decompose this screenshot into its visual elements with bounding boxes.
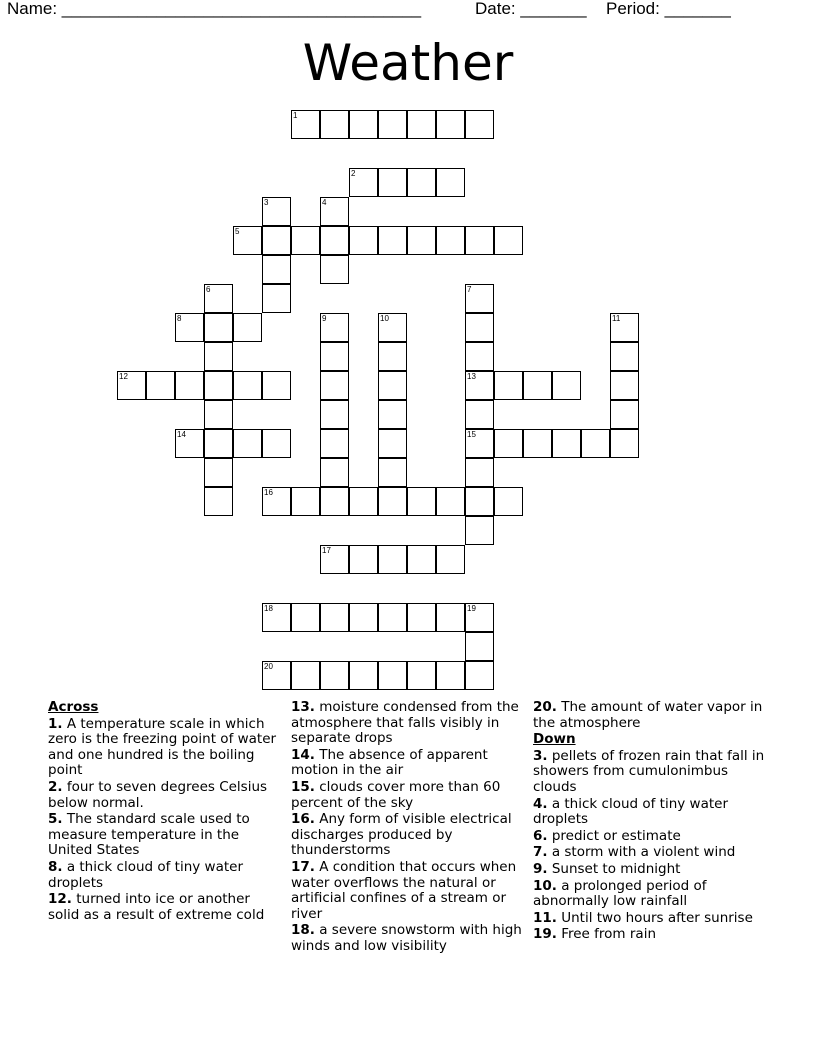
clue-number: 5 bbox=[235, 227, 240, 236]
crossword-cell[interactable] bbox=[378, 313, 407, 342]
crossword-cell[interactable] bbox=[233, 313, 262, 342]
crossword-cell[interactable] bbox=[175, 313, 204, 342]
crossword-cell[interactable] bbox=[320, 661, 349, 690]
clue-across-13: 13. moisture condensed from the atmosphere that falls visibly in separate drops bbox=[291, 699, 519, 747]
crossword-cell[interactable] bbox=[262, 603, 291, 632]
clue-number: 3 bbox=[264, 198, 269, 207]
crossword-cell[interactable] bbox=[436, 545, 465, 574]
clue-number: 19 bbox=[467, 604, 476, 613]
crossword-cell[interactable] bbox=[175, 371, 204, 400]
crossword-cell[interactable] bbox=[378, 458, 407, 487]
crossword-cell[interactable] bbox=[407, 110, 436, 139]
clue-column-2 bbox=[291, 700, 527, 956]
clue-down-4: 4. a thick cloud of tiny water droplets bbox=[533, 795, 729, 828]
clue-number: 11 bbox=[612, 314, 621, 323]
clue-number: 4 bbox=[322, 198, 327, 207]
crossword-cell[interactable] bbox=[552, 429, 581, 458]
clue-number: 17 bbox=[322, 546, 331, 555]
crossword-cell[interactable] bbox=[320, 371, 349, 400]
clue-number: 13 bbox=[467, 372, 476, 381]
clue-number: 2 bbox=[351, 169, 356, 178]
clue-number: 8 bbox=[177, 314, 182, 323]
crossword-cell[interactable] bbox=[494, 487, 523, 516]
crossword-cell[interactable] bbox=[349, 603, 378, 632]
crossword-cell[interactable] bbox=[407, 168, 436, 197]
crossword-cell[interactable] bbox=[320, 313, 349, 342]
crossword-cell[interactable] bbox=[610, 371, 639, 400]
crossword-cell[interactable] bbox=[465, 284, 494, 313]
crossword-cell[interactable] bbox=[465, 429, 494, 458]
clue-down-3: 3. pellets of frozen rain that fall in showers from cumulonimbus clouds bbox=[533, 747, 765, 795]
crossword-cell[interactable] bbox=[175, 429, 204, 458]
crossword-cell[interactable] bbox=[204, 487, 233, 516]
crossword-cell[interactable] bbox=[320, 255, 349, 284]
crossword-cell[interactable] bbox=[349, 545, 378, 574]
clue-across-18: 18. a severe snowstorm with high winds and low visibility bbox=[291, 922, 522, 954]
crossword-cell[interactable] bbox=[320, 226, 349, 255]
clue-number: 16 bbox=[264, 488, 273, 497]
crossword-cell[interactable] bbox=[233, 371, 262, 400]
crossword-cell[interactable] bbox=[523, 429, 552, 458]
crossword-cell[interactable] bbox=[320, 342, 349, 371]
crossword-cell[interactable] bbox=[378, 342, 407, 371]
clue-across-14: 14. The absence of apparent motion in the air bbox=[291, 746, 488, 779]
crossword-cell[interactable] bbox=[407, 603, 436, 632]
clue-across-15: 15. clouds cover more than 60 percent of the sky bbox=[291, 778, 501, 811]
crossword-cell[interactable] bbox=[465, 110, 494, 139]
crossword-cell[interactable] bbox=[378, 168, 407, 197]
crossword-cell[interactable] bbox=[291, 110, 320, 139]
clue-across-1: 1. A temperature scale in which zero is the freezing point of water and one hundred is the boiling point bbox=[48, 715, 277, 779]
crossword-cell[interactable] bbox=[610, 400, 639, 429]
clue-number: 10 bbox=[380, 314, 389, 323]
crossword-cell[interactable] bbox=[262, 487, 291, 516]
clue-number: 20 bbox=[264, 662, 273, 671]
crossword-cell[interactable] bbox=[465, 516, 494, 545]
clue-number: 6 bbox=[206, 285, 211, 294]
down-heading: Down bbox=[533, 731, 576, 748]
crossword-cell[interactable] bbox=[407, 661, 436, 690]
crossword-cell[interactable] bbox=[320, 545, 349, 574]
crossword-cell[interactable] bbox=[378, 487, 407, 516]
crossword-cell[interactable] bbox=[494, 226, 523, 255]
crossword-cell[interactable] bbox=[320, 603, 349, 632]
crossword-cell[interactable] bbox=[204, 284, 233, 313]
crossword-cell[interactable] bbox=[320, 400, 349, 429]
crossword-cell[interactable] bbox=[349, 661, 378, 690]
crossword-cell[interactable] bbox=[204, 342, 233, 371]
clue-across-2: 2. four to seven degrees Celsius below normal. bbox=[48, 778, 268, 811]
crossword-cell[interactable] bbox=[291, 226, 320, 255]
crossword-cell[interactable] bbox=[436, 603, 465, 632]
crossword-cell[interactable] bbox=[378, 226, 407, 255]
crossword-cell[interactable] bbox=[436, 661, 465, 690]
crossword-cell[interactable] bbox=[378, 545, 407, 574]
crossword-cell[interactable] bbox=[204, 458, 233, 487]
crossword-cell[interactable] bbox=[262, 371, 291, 400]
crossword-cell[interactable] bbox=[262, 284, 291, 313]
crossword-cell[interactable] bbox=[204, 400, 233, 429]
crossword-cell[interactable] bbox=[349, 226, 378, 255]
clue-across-16: 16. Any form of visible electrical discharges produced by thunderstorms bbox=[291, 811, 512, 859]
crossword-cell[interactable] bbox=[349, 487, 378, 516]
crossword-cell[interactable] bbox=[291, 661, 320, 690]
crossword-cell[interactable] bbox=[465, 313, 494, 342]
crossword-cell[interactable] bbox=[436, 110, 465, 139]
crossword-cell[interactable] bbox=[407, 487, 436, 516]
crossword-cell[interactable] bbox=[378, 661, 407, 690]
clue-down-6: 6. predict or estimate bbox=[533, 827, 681, 844]
crossword-cell[interactable] bbox=[262, 661, 291, 690]
crossword-cell[interactable] bbox=[378, 110, 407, 139]
crossword-cell[interactable] bbox=[407, 226, 436, 255]
clue-column-3 bbox=[533, 700, 773, 944]
crossword-cell[interactable] bbox=[233, 429, 262, 458]
crossword-cell[interactable] bbox=[581, 429, 610, 458]
crossword-cell[interactable] bbox=[262, 226, 291, 255]
clue-across-12: 12. turned into ice or another solid as a result of extreme cold bbox=[48, 891, 265, 923]
crossword-cell[interactable] bbox=[465, 487, 494, 516]
crossword-cell[interactable] bbox=[204, 371, 233, 400]
clue-down-9: 9. Sunset to midnight bbox=[533, 860, 681, 877]
crossword-cell[interactable] bbox=[117, 371, 146, 400]
crossword-cell[interactable] bbox=[320, 487, 349, 516]
across-heading: Across bbox=[48, 699, 99, 715]
crossword-cell[interactable] bbox=[465, 603, 494, 632]
clue-number: 7 bbox=[467, 285, 472, 294]
crossword-cell[interactable] bbox=[436, 168, 465, 197]
crossword-cell[interactable] bbox=[610, 313, 639, 342]
crossword-cell[interactable] bbox=[291, 603, 320, 632]
clue-number: 14 bbox=[177, 430, 186, 439]
clue-number: 15 bbox=[467, 430, 476, 439]
crossword-cell[interactable] bbox=[320, 429, 349, 458]
period-field-label: Period: _______ bbox=[606, 0, 731, 18]
crossword-cell[interactable] bbox=[407, 545, 436, 574]
crossword-cell[interactable] bbox=[262, 429, 291, 458]
crossword-cell[interactable] bbox=[465, 632, 494, 661]
crossword-cell[interactable] bbox=[378, 603, 407, 632]
crossword-cell[interactable] bbox=[291, 487, 320, 516]
crossword-cell[interactable] bbox=[320, 458, 349, 487]
crossword-cell[interactable] bbox=[552, 371, 581, 400]
crossword-cell[interactable] bbox=[610, 429, 639, 458]
crossword-cell[interactable] bbox=[465, 371, 494, 400]
clue-number: 1 bbox=[293, 111, 298, 120]
crossword-cell[interactable] bbox=[378, 400, 407, 429]
clue-across-8: 8. a thick cloud of tiny water droplets bbox=[48, 858, 244, 891]
clue-across-17: 17. A condition that occurs when water overflows the natural or artificial confines of a stream or river bbox=[291, 858, 517, 922]
crossword-cell[interactable] bbox=[320, 197, 349, 226]
crossword-cell[interactable] bbox=[262, 255, 291, 284]
clue-column-1 bbox=[48, 700, 280, 924]
crossword-cell[interactable] bbox=[378, 371, 407, 400]
crossword-cell[interactable] bbox=[204, 429, 233, 458]
clue-number: 18 bbox=[264, 604, 273, 613]
crossword-cell[interactable] bbox=[465, 226, 494, 255]
clue-down-7: 7. a storm with a violent wind bbox=[533, 844, 736, 861]
clue-number: 12 bbox=[119, 372, 128, 381]
crossword-cell[interactable] bbox=[349, 110, 378, 139]
date-field-label: Date: _______ bbox=[475, 0, 587, 18]
crossword-cell[interactable] bbox=[465, 661, 494, 690]
clue-down-19: 19. Free from rain bbox=[533, 926, 656, 943]
crossword-cell[interactable] bbox=[494, 429, 523, 458]
crossword-cell[interactable] bbox=[436, 226, 465, 255]
clue-down-11: 11. Until two hours after sunrise bbox=[533, 909, 753, 926]
crossword-cell[interactable] bbox=[465, 458, 494, 487]
clue-across-5: 5. The standard scale used to measure temperature in the United States bbox=[48, 811, 250, 859]
crossword-cell[interactable] bbox=[465, 400, 494, 429]
crossword-cell[interactable] bbox=[233, 226, 262, 255]
crossword-cell[interactable] bbox=[378, 429, 407, 458]
page-title: Weather bbox=[302, 34, 514, 92]
crossword-cell[interactable] bbox=[523, 371, 552, 400]
crossword-cell[interactable] bbox=[262, 197, 291, 226]
clue-across-20: 20. The amount of water vapor in the atmosphere bbox=[533, 699, 763, 731]
crossword-cell[interactable] bbox=[494, 371, 523, 400]
crossword-cell[interactable] bbox=[349, 168, 378, 197]
clue-number: 9 bbox=[322, 314, 327, 323]
clue-down-10: 10. a prolonged period of abnormally low rainfall bbox=[533, 877, 707, 910]
crossword-cell[interactable] bbox=[204, 313, 233, 342]
crossword-cell[interactable] bbox=[610, 342, 639, 371]
crossword-cell[interactable] bbox=[320, 110, 349, 139]
name-field-label: Name: ______________________________________ bbox=[7, 0, 422, 18]
crossword-cell[interactable] bbox=[436, 487, 465, 516]
crossword-cell[interactable] bbox=[465, 342, 494, 371]
crossword-cell[interactable] bbox=[146, 371, 175, 400]
